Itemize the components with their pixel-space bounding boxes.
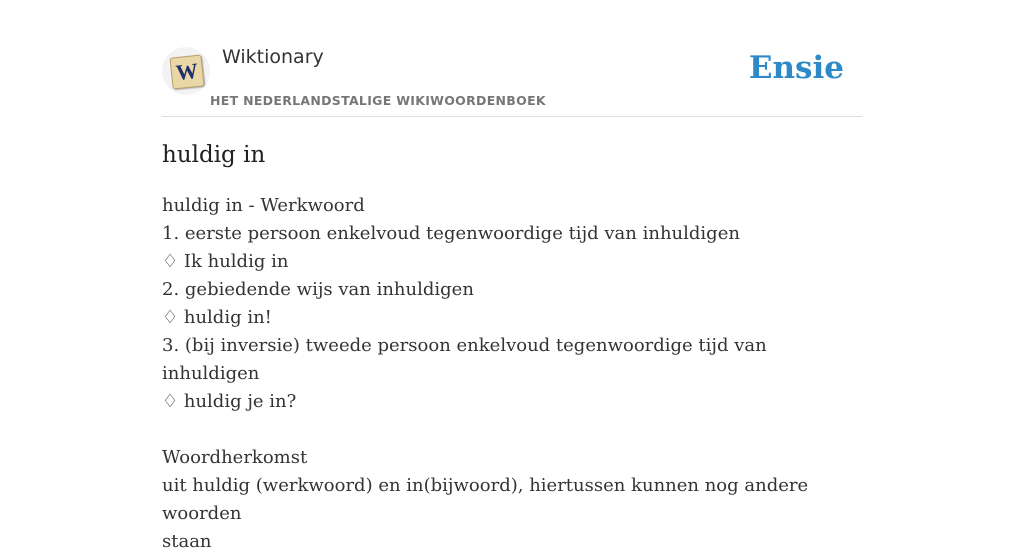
definition-section	[162, 192, 862, 416]
definition-example: ♢ Ik huldig in	[162, 251, 289, 272]
wiktionary-logo[interactable]	[162, 47, 210, 95]
definition-example: ♢ huldig je in?	[162, 391, 297, 412]
etymology-section	[162, 444, 862, 556]
etymology-text: uit huldig (werkwoord) en in(bijwoord), hiertussen kunnen nog andere woorden	[162, 475, 809, 524]
site-name-link[interactable]: Wiktionary	[222, 46, 324, 68]
etymology-heading: Woordherkomst	[162, 447, 308, 468]
definition-item: 2. gebiedende wijs van inhuldigen	[162, 279, 474, 300]
wiktionary-logo-icon: W	[169, 54, 204, 89]
site-header	[162, 0, 862, 117]
page-title: huldig in	[162, 142, 266, 168]
definition-example: ♢ huldig in!	[162, 307, 272, 328]
etymology-text: staan	[162, 531, 212, 552]
section-spacer	[162, 416, 862, 444]
definition-heading: huldig in - Werkwoord	[162, 195, 365, 216]
ensie-brand-link[interactable]: Ensie	[748, 50, 844, 86]
definition-item: 3. (bij inversie) tweede persoon enkelvoud tegenwoordige tijd van inhuldigen	[162, 335, 767, 384]
main-content	[162, 140, 862, 556]
site-tagline: HET NEDERLANDSTALIGE WIKIWOORDENBOEK	[210, 93, 546, 108]
definition-item: 1. eerste persoon enkelvoud tegenwoordige tijd van inhuldigen	[162, 223, 740, 244]
